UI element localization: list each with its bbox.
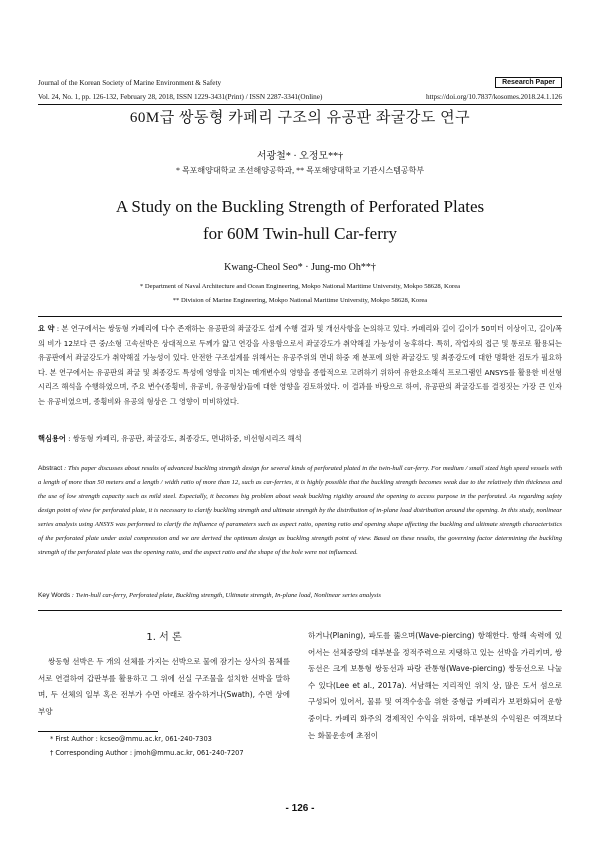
abstract-korean-label: 요 약 — [38, 324, 55, 333]
body-right-column: 하거나(Planing), 파도를 뚫으며(Wave-piercing) 항해한다. 항해 속력에 있어서는 선체중량의 대부분을 정적주력으로 지탱하고 있는 선박을 가리키며, 쌍동선은 크게 보통형 쌍동선과 파랑 관통형(Wave-piercing) 쌍동선으로 나눌 수 있다(Lee et al., 2017a). 서남해는 지리적인 위치 상, 많은 도서 섬으로 구성되어 있어서, 물류 및 여객수송을 위한 중형급 카페리가 보편화되어 운항중이다. 카페리 화주의 경제적인 수익을 위하여, 대부분의 수익원은 여객보다는 화물운송에 초점이 — [308, 631, 562, 740]
article-type-badge: Research Paper — [495, 77, 562, 88]
abstract-top-rule — [38, 316, 562, 317]
keywords-korean — [38, 434, 302, 444]
affiliations-english — [60, 280, 540, 308]
title-korean: 60M급 쌍동형 카페리 구조의 유공판 좌굴강도 연구 — [129, 110, 471, 126]
footnote-first-author: * First Author : kcseo@mmu.ac.kr, 061-240-7303 — [50, 735, 212, 743]
keywords-korean-label: 핵심용어 — [38, 434, 66, 443]
journal-name: Journal of the Korean Society of Marine Environment & Safety — [38, 79, 222, 87]
body-left-column: 쌍동형 선박은 두 개의 선체를 가지는 선박으로 물에 잠기는 상사의 몸체를 서로 연결하여 갑판부를 활용하고 그 위에 선실 구조물을 설치한 선박을 말하며, 두 선체의 일부 혹은 전부가 수면 아래로 잠수하거나(Swath), 수면 상에 부양 — [38, 657, 290, 716]
title-english-line2: for 60M Twin-hull Car-ferry — [202, 224, 398, 243]
affiliations-korean: * 목포해양대학교 조선해양공학과, ** 목포해양대학교 기관시스템공학부 — [175, 166, 425, 175]
affiliation-2: ** Division of Marine Engineering, Mokpo National Maritime University, Mokpo 58628, Korea — [172, 297, 428, 304]
page-number: - 126 - — [285, 803, 315, 814]
header-rule — [38, 104, 562, 105]
authors-korean: 서광철* · 오정모**† — [256, 151, 344, 162]
abstract-english — [38, 462, 562, 560]
affiliation-1: * Department of Naval Architecture and Ocean Engineering, Mokpo National Maritime University, Mokpo 58628, Korea — [139, 283, 461, 290]
title-english — [60, 193, 540, 247]
doi-link[interactable]: https://doi.org/10.7837/kosomes.2018.24.1.126 — [425, 93, 562, 101]
title-english-line1: A Study on the Buckling Strength of Perforated Plates — [115, 197, 485, 216]
keywords-english-label: Key Words — [38, 592, 71, 599]
abstract-bottom-rule — [38, 610, 562, 611]
footnote-corresponding-author: † Corresponding Author : jmoh@mmu.ac.kr, 061-240-7207 — [50, 749, 244, 757]
keywords-english-text: : Twin-hull car-ferry, Perforated plate, Buckling strength, Ultimate strength, In-plane load, Nonlinear series analysis — [70, 592, 381, 599]
abstract-korean-text: : 본 연구에서는 쌍동형 카페리에 다수 존재하는 유공판의 좌굴강도 설계 수행 결과 및 개선사항을 논의하고 있다. 카페리와 길이 길이가 50미터 이상이고, 길이/폭의 비가 12보다 큰 중/소형 고속선박은 상대적으로 두께가 얇고 연강을 사용함으로서 좌굴강도가 취약해질 가능성이 농후하다. 특히, 작업자의 접근 및 통로로 활용되는 유공판에서 좌굴강도가 취약해질 가능성이 있다. 안전한 구조설계를 위해서는 유공주위의 면내 하중 재 분포에 의한 좌굴강도 및 최종강도에 대한 명확한 검토가 필요하다. 본 연구에서는 유공판의 좌굴 및 최종강도 특성에 영향을 미치는 매개변수의 영향을 종합적으로 고려하기 위하여 유한요소해석 프로그램인 ANSYS를 활용한 비선형시리즈 해석을 수행하였으며, 주요 변수(종횡비, 유공비, 유공형상)들에 대한 영향을 검토하였다. 이 결과를 바탕으로 하여, 유공판의 좌굴강도를 결정짓는 가장 큰 인자는 유공비였으며, 종횡비와 유공의 형상은 그 영향이 미비하였다. — [38, 324, 562, 406]
authors-english: Kwang-Cheol Seo* · Jung-mo Oh**† — [224, 262, 376, 273]
volume-info: Vol. 24, No. 1, pp. 126-132, February 28, 2018, ISSN 1229-3431(Print) / ISSN 2287-3341(Online) — [38, 93, 323, 101]
keywords-korean-text: : 쌍동형 카페리, 유공판, 좌굴강도, 최종강도, 면내하중, 비선형시리즈 해석 — [65, 434, 302, 443]
keywords-english — [38, 592, 381, 599]
abstract-english-text: : This paper discusses about results of advanced buckling strength design for several kinds of perforated plated in the twin-hull car-ferry. For medium / small sized high speed vessels with a length of more than 50 meters and a length / width ratio of more than 12, such as car-ferries, it is highly possible that the buckling strength becomes weak due to the relatively thin thickness and the use of low strength capacity such as mild steel. Especially, it becomes big problem about weak buckling rigidity around the opening to access purpose in the perforated. As regarding safety design point of view for perforated plate, it is necessary to clarify buckling strength and ultimate strength by the distribution of in-plane load distribution around the opening. In this study, nonlinear series analysis using ANSYS was performed to clarify the influence of parameters such as aspect ratio, opening ratio and opening shape affecting the buckling and ultimate strength characteristics of the perforated plate under axial compression and we are derived the optimum design as buckling strength point of view. Based on these results, the governing factor determining the buckling strength of the perforated plate was the opening ratio, and the aspect ratio and the shape of the hole were not influenced. — [38, 465, 562, 556]
abstract-english-label: Abstract — [38, 465, 63, 472]
section-heading-introduction: 1. 서 론 — [146, 632, 182, 643]
abstract-korean — [38, 322, 562, 409]
footnote-rule — [38, 731, 158, 732]
